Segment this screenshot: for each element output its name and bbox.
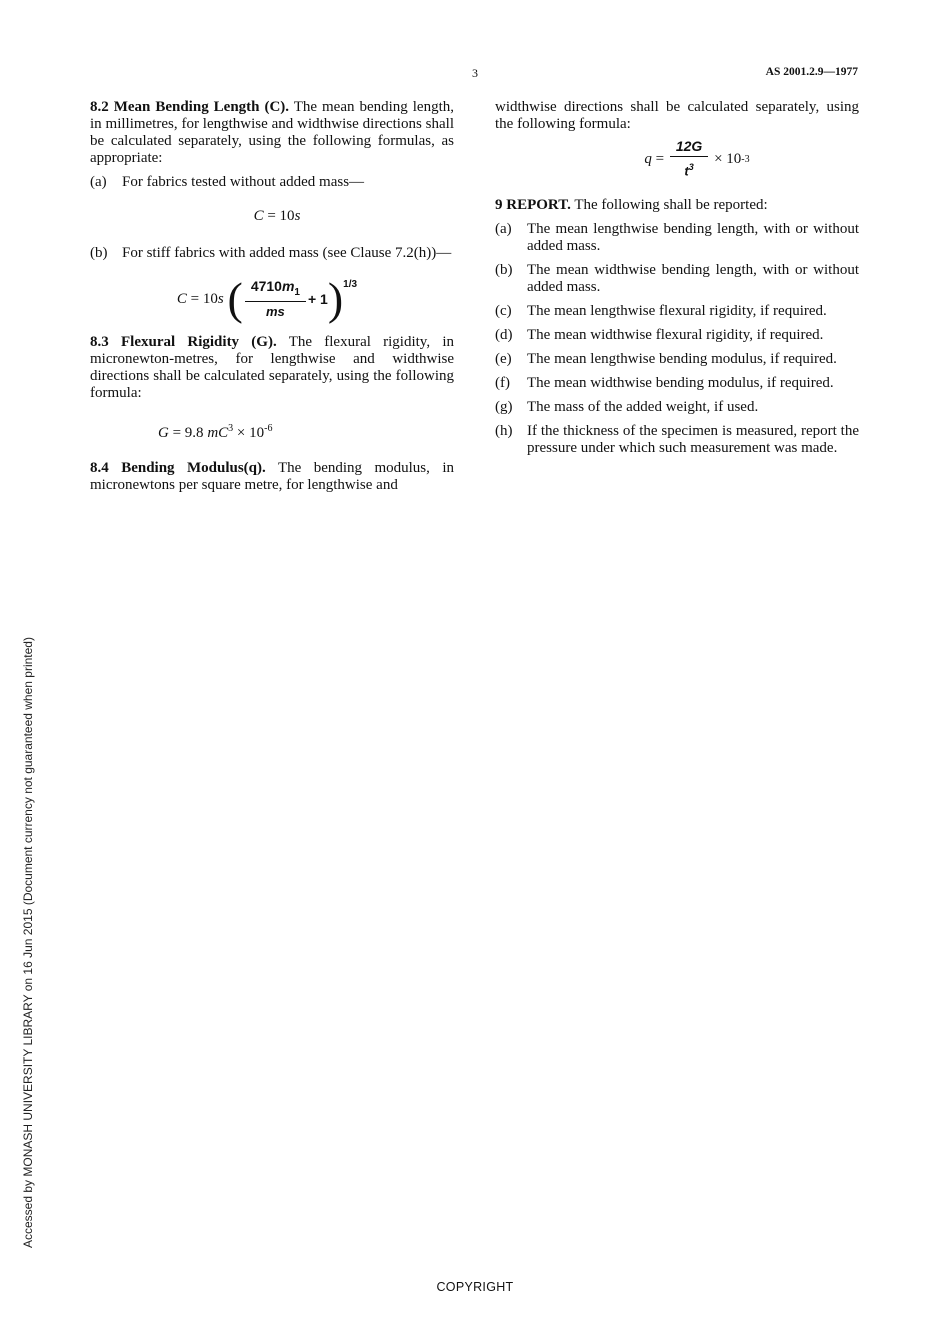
section-8-2-body: The mean bending length, in millimetres, for lengthwise and widthwise directions shall be calculated separately, using the following formulas, as appropriate:: [90, 99, 454, 166]
page-number: 3: [472, 66, 478, 80]
list-item: (b) For stiff fabrics with added mass (see Clause 7.2(h))—: [90, 245, 452, 261]
list-item: (d) The mean widthwise flexural rigidity, if required.: [495, 327, 824, 343]
section-8-4-continued: widthwise directions shall be calculated separately, using the following formula:: [495, 99, 859, 132]
list-item: (g) The mass of the added weight, if used.: [495, 399, 759, 415]
fraction: $\frac{4710m_1}{ms}$: [245, 278, 306, 321]
list-item: (h) If the thickness of the specimen is measured, report the pressure under which such measurement was made.: [495, 423, 859, 456]
list-item: (a) The mean lengthwise bending length, with or without added mass.: [495, 221, 859, 254]
section-8-2: [90, 99, 454, 167]
copyright-footer: COPYRIGHT: [436, 1280, 514, 1294]
section-8-4: [90, 460, 454, 494]
list-item: (b) The mean widthwise bending length, with or without added mass.: [495, 262, 859, 295]
right-column: [495, 99, 859, 457]
section-9-heading: 9 REPORT.: [495, 197, 571, 213]
list-item: (f) The mean widthwise bending modulus, if required.: [495, 375, 834, 391]
document-id: AS 2001.2.9—1977: [765, 66, 858, 78]
access-watermark: Accessed by MONASH UNIVERSITY LIBRARY on 16 Jun 2015 (Document currency not guaranteed when printed): [21, 637, 35, 1248]
section-8-3-body: The flexural rigidity, in micronewton-metres, for lengthwise and widthwise directions shall be calculated separately, using the following formula:: [90, 334, 454, 401]
section-9: [495, 197, 859, 214]
fraction: $\frac{12G}{t^3}$: [670, 138, 708, 179]
equation-bending-length: C = 10s: [253, 208, 301, 224]
list-item: (c) The mean lengthwise flexural rigidity, if required.: [495, 303, 827, 319]
equation-bending-modulus: q = $\frac{12G}{t^3}$ × 10 -3: [644, 138, 750, 179]
equation-bending-length-added-mass: C = 10 s ( $\frac{4710m_1}{ms}$ + 1 ) 1/3: [176, 273, 358, 324]
section-9-intro: The following shall be reported:: [574, 197, 768, 213]
list-item: (e) The mean lengthwise bending modulus, if required.: [495, 351, 837, 367]
section-8-3-heading: 8.3 Flexural Rigidity (G).: [90, 334, 277, 350]
section-8-4-heading: 8.4 Bending Modulus(q).: [90, 460, 266, 476]
section-8-4-body: The bending modulus, in micronewtons per square metre, for lengthwise and: [90, 460, 454, 493]
left-column: [90, 99, 454, 494]
section-8-3: [90, 334, 454, 402]
equation-flexural-rigidity: G = 9.8 $mC^3 \times 10^{-6}$: [158, 423, 273, 441]
section-8-2-heading: 8.2 Mean Bending Length (C).: [90, 99, 290, 115]
list-item: (a) For fabrics tested without added mass—: [90, 174, 365, 190]
